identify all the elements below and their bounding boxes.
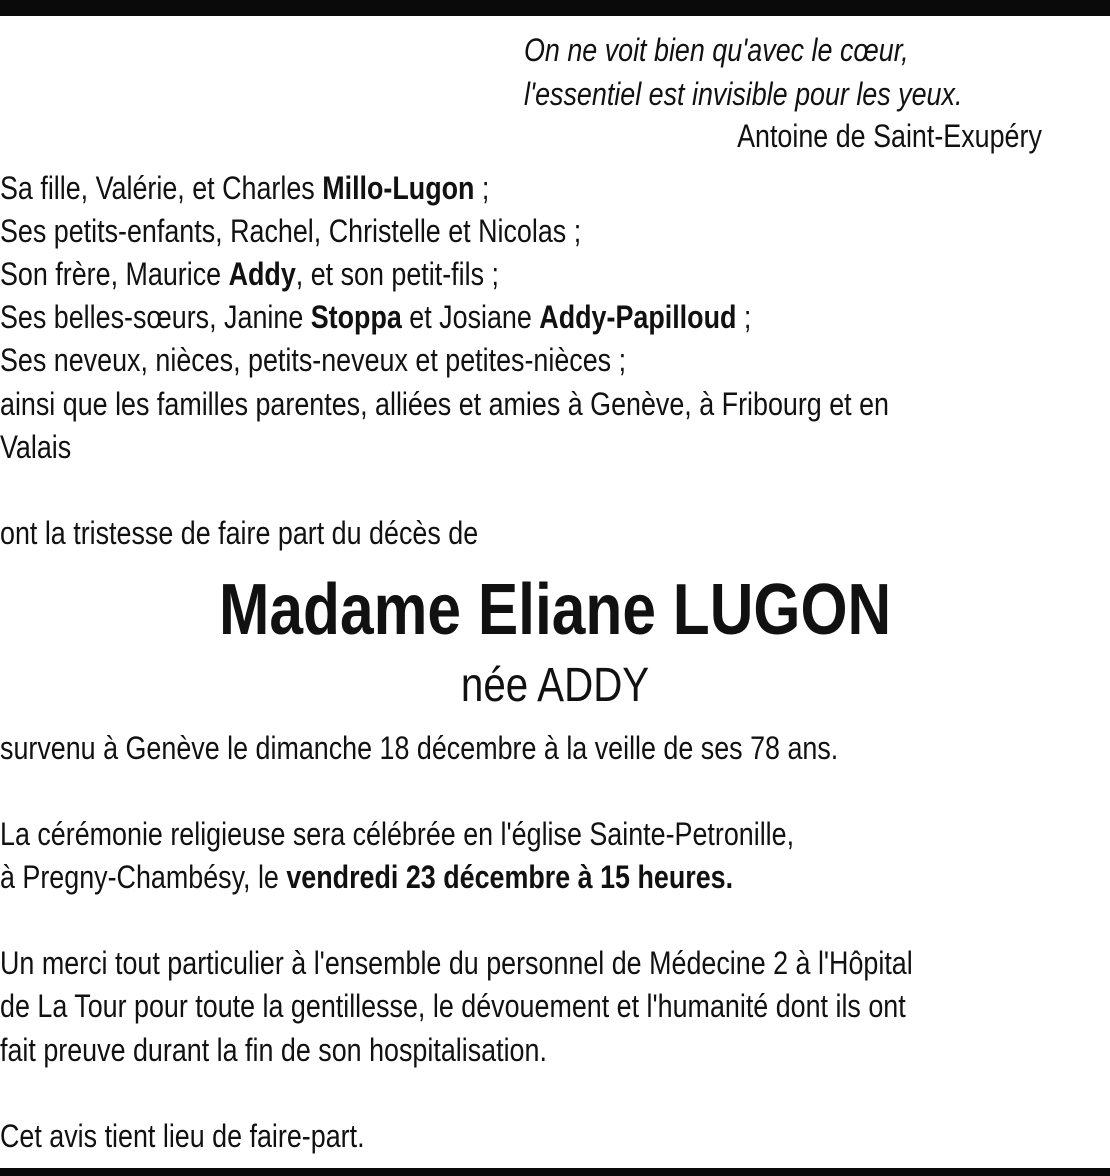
deceased-maiden-name: née ADDY	[460, 659, 650, 712]
quote-line-2: l'essentiel est invisible pour les yeux.	[524, 76, 963, 112]
quote-line-1: On ne voit bien qu'avec le cœur,	[524, 32, 909, 68]
thanks-line-1: Un merci tout particulier à l'ensemble du personnel de Médecine 2 à l'Hôpital	[0, 945, 913, 981]
family-line-sisters-in-law: Ses belles-sœurs, Janine Stoppa et Josiane Addy-Papilloud ;	[0, 299, 752, 335]
death-details: survenu à Genève le dimanche 18 décembre à la veille de ses 78 ans.	[0, 730, 839, 766]
family-line-daughter: Sa fille, Valérie, et Charles Millo-Lugon ;	[0, 170, 490, 206]
thanks-line-2: de La Tour pour toute la gentillesse, le dévouement et l'humanité dont ils ont	[0, 988, 906, 1024]
family-line-brother: Son frère, Maurice Addy, et son petit-fils ;	[0, 256, 499, 292]
deceased-name: Madame Eliane LUGON	[218, 570, 892, 650]
closing-text: Cet avis tient lieu de faire-part.	[0, 1118, 365, 1154]
thanks-line-3: fait preuve durant la fin de son hospitalisation.	[0, 1032, 547, 1068]
ceremony-line-1: La cérémonie religieuse sera célébrée en l'église Sainte-Petronille,	[0, 816, 795, 852]
bottom-rule	[0, 1168, 1110, 1176]
ceremony-line-2: à Pregny-Chambésy, le vendredi 23 décembre à 15 heures.	[0, 859, 734, 895]
family-line-relatives: ainsi que les familles parentes, alliées et amies à Genève, à Fribourg et en	[0, 386, 890, 422]
top-rule	[0, 0, 1110, 16]
family-line-nephews: Ses neveux, nièces, petits-neveux et petites-nièces ;	[0, 342, 627, 378]
family-line-grandchildren: Ses petits-enfants, Rachel, Christelle et Nicolas ;	[0, 213, 582, 249]
quote-author: Antoine de Saint-Exupéry	[737, 118, 1042, 154]
announcement-text: ont la tristesse de faire part du décès de	[0, 515, 479, 551]
family-line-relatives-cont: Valais	[0, 429, 72, 465]
